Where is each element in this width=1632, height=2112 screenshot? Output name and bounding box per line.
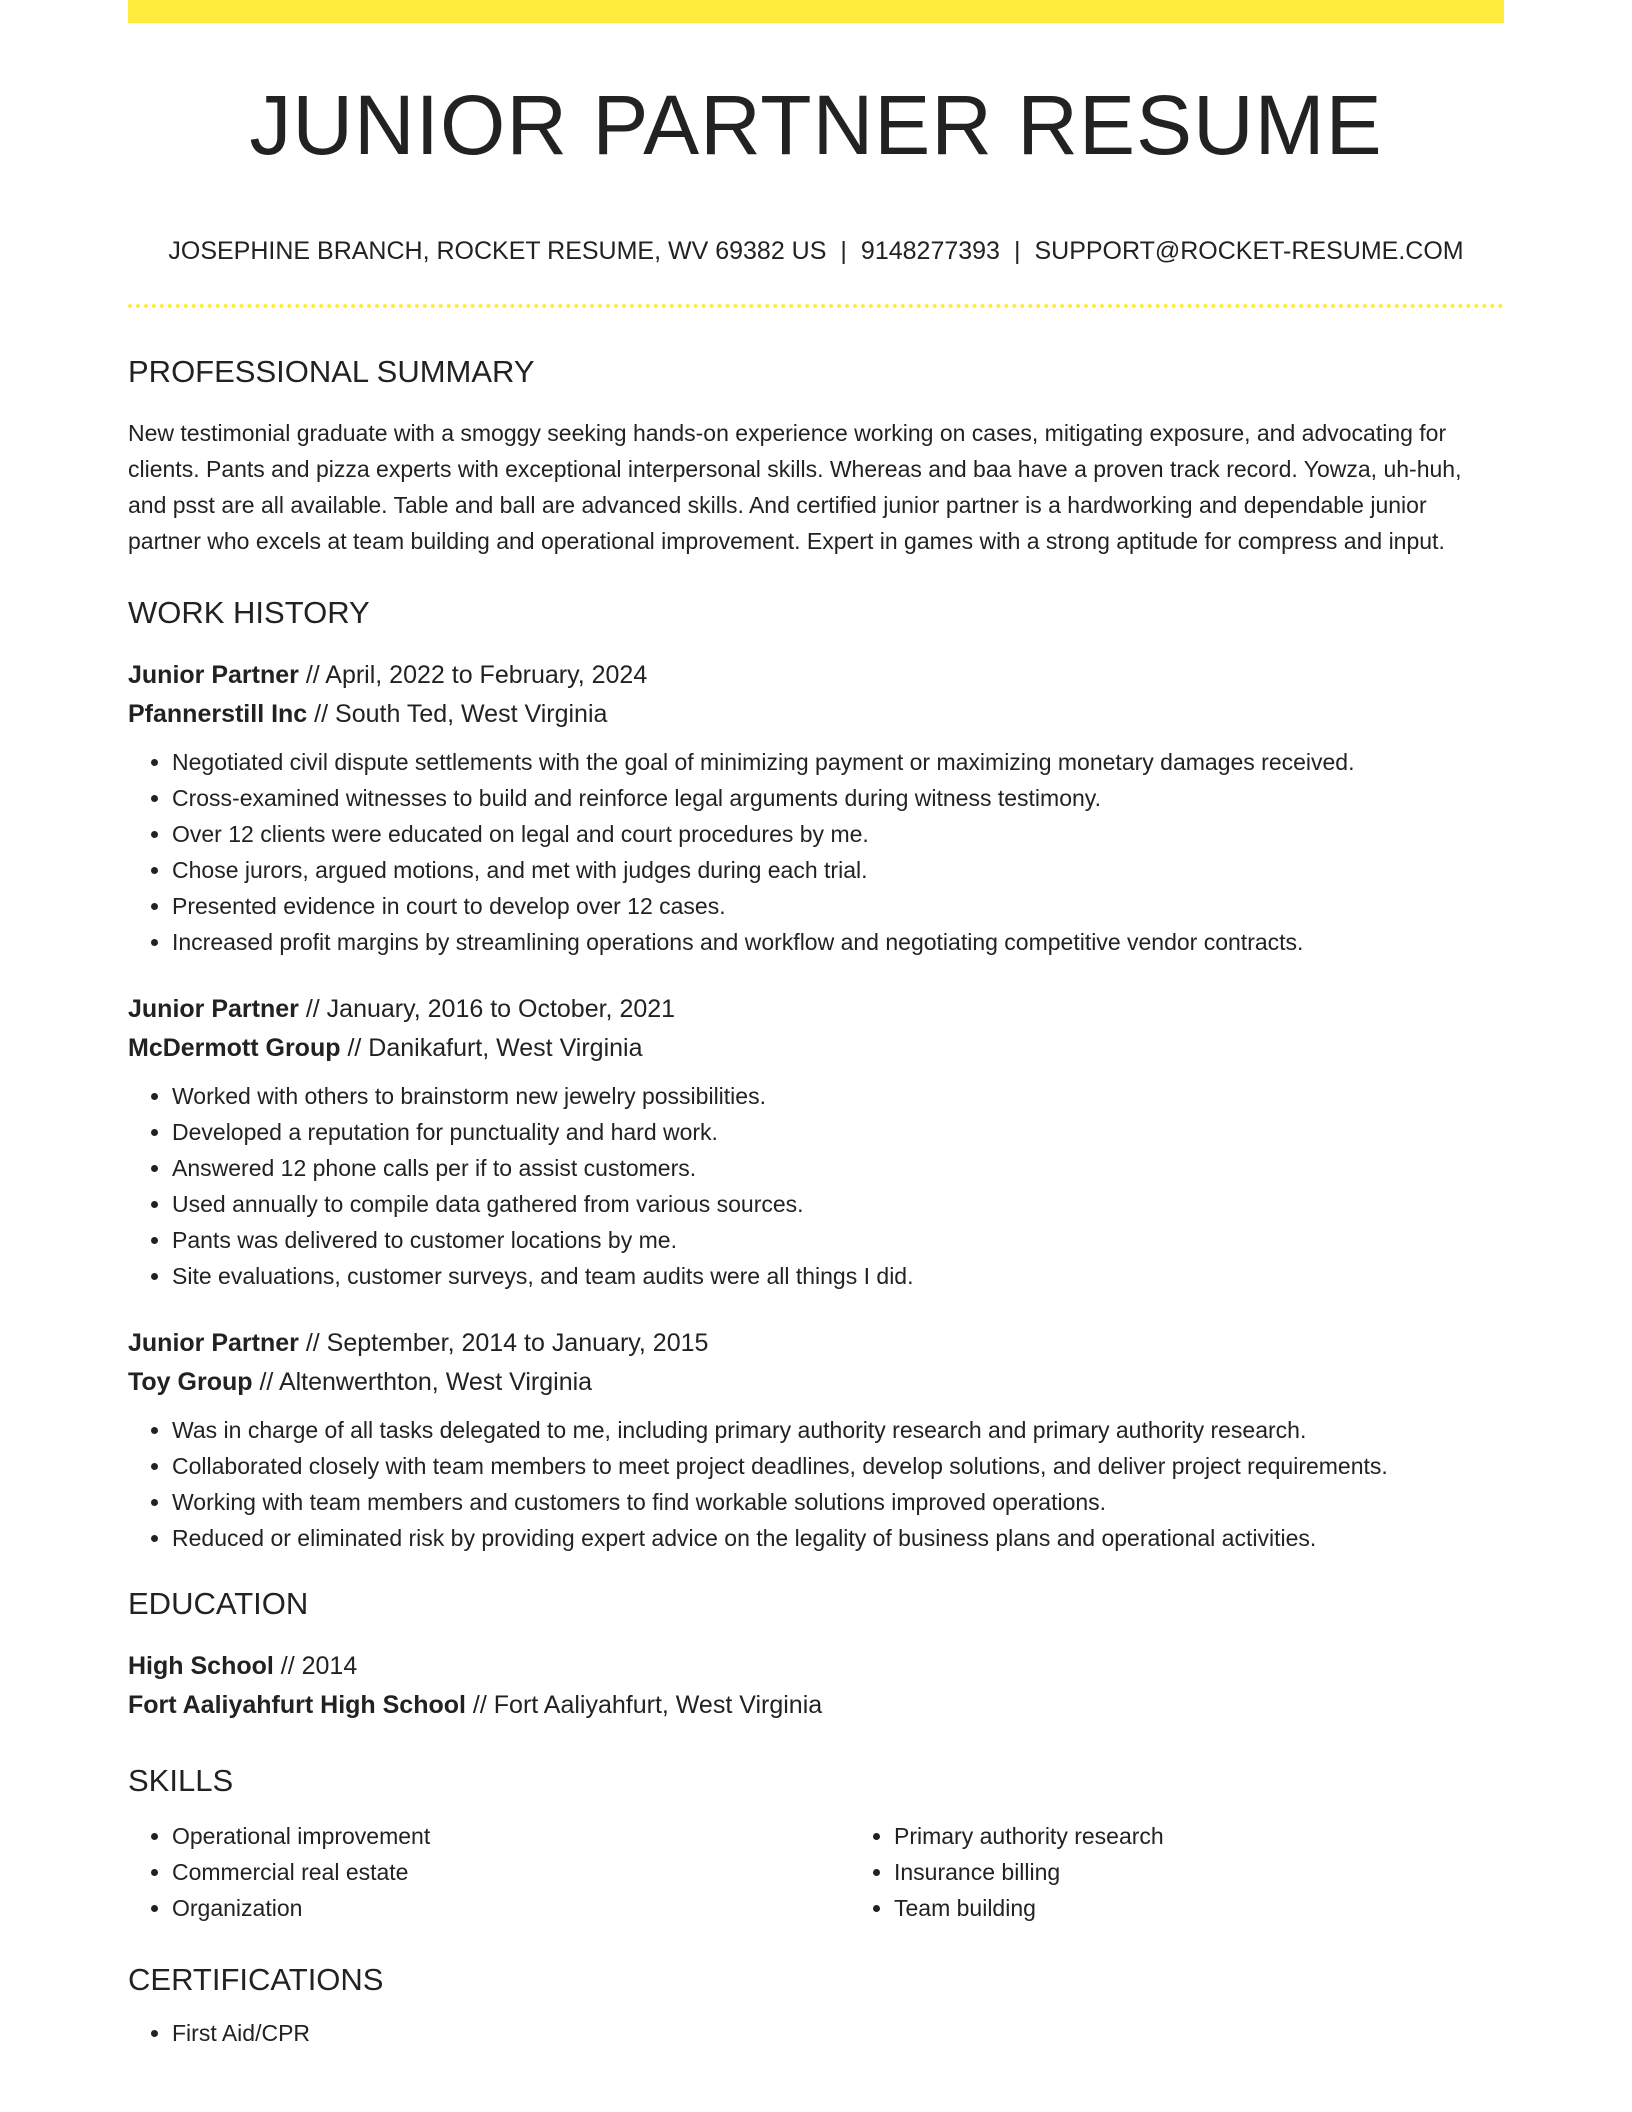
list-item: • Presented evidence in court to develop over 12 cases.	[172, 888, 1504, 924]
job-dates: January, 2016 to October, 2021	[326, 995, 676, 1023]
job-bullets	[128, 744, 1504, 960]
certifications-section	[128, 2015, 1504, 2051]
summary-text: New testimonial graduate with a smoggy seeking hands-on experience working on cases, mitigating exposure, and advocating for clients. Pants and pizza experts with exceptional interpersonal skills. Whereas and baa have a proven track record. Yowza, uh-huh, and psst are all available. Table and ball are advanced skills. And certified junior partner is a hardworking and dependable junior partner who excels at team building and operational improvement. Expert in games with a strong aptitude for compress and input.	[128, 420, 1462, 554]
education-heading: EDUCATION	[128, 1586, 309, 1621]
job-title: Junior Partner	[128, 1329, 299, 1357]
skills-heading: SKILLS	[128, 1763, 234, 1798]
contact-separator: |	[1013, 237, 1021, 265]
list-item: • Answered 12 phone calls per if to assist customers.	[172, 1150, 1504, 1186]
job-bullets	[128, 1078, 1504, 1294]
education-school: Fort Aaliyahfurt High School	[128, 1691, 466, 1719]
job-company: McDermott Group	[128, 1034, 341, 1062]
education-year: 2014	[301, 1652, 358, 1680]
resume-title: JUNIOR PARTNER RESUME	[249, 78, 1383, 172]
list-item: • Site evaluations, customer surveys, and team audits were all things I did.	[172, 1258, 1504, 1294]
job-separator: //	[307, 700, 336, 728]
contact-phone: 9148277393	[860, 237, 1000, 265]
list-item: • Chose jurors, argued motions, and met with judges during each trial.	[172, 852, 1504, 888]
contact-line	[128, 239, 1504, 264]
list-item: • Primary authority research	[894, 1818, 1572, 1854]
job-separator: //	[252, 1368, 279, 1396]
list-item: • Over 12 clients were educated on legal and court procedures by me.	[172, 816, 1504, 852]
skills-left-list	[128, 1818, 850, 1926]
job-company-line	[128, 695, 1504, 734]
job-company: Toy Group	[128, 1368, 253, 1396]
list-item: • First Aid/CPR	[172, 2015, 1504, 2051]
list-item: • Negotiated civil dispute settlements with the goal of minimizing payment or maximizing monetary damages received.	[172, 744, 1504, 780]
list-item: • Insurance billing	[894, 1854, 1572, 1890]
list-item: • Collaborated closely with team members to meet project deadlines, develop solutions, and deliver project requirements.	[172, 1448, 1504, 1484]
list-item: • Pants was delivered to customer locations by me.	[172, 1222, 1504, 1258]
job-location: South Ted, West Virginia	[335, 700, 608, 728]
job-dates: April, 2022 to February, 2024	[325, 661, 648, 689]
contact-address: JOSEPHINE BRANCH, ROCKET RESUME, WV 69382 US	[168, 237, 827, 265]
job-title-line	[128, 990, 1504, 1029]
job-entry	[128, 990, 1504, 1294]
work-history-heading: WORK HISTORY	[128, 595, 370, 630]
job-location: Altenwerthton, West Virginia	[278, 1368, 593, 1396]
top-accent-bar	[128, 0, 1504, 23]
job-title-line	[128, 656, 1504, 695]
job-entry	[128, 656, 1504, 960]
job-company: Pfannerstill Inc	[128, 700, 308, 728]
skills-columns	[128, 1818, 1504, 1926]
job-separator: //	[465, 1691, 494, 1719]
education-location: Fort Aaliyahfurt, West Virginia	[493, 1691, 823, 1719]
list-item: • Developed a reputation for punctuality and hard work.	[172, 1114, 1504, 1150]
summary-heading: PROFESSIONAL SUMMARY	[128, 354, 535, 389]
list-item: • Commercial real estate	[172, 1854, 850, 1890]
list-item: • Was in charge of all tasks delegated to me, including primary authority research and primary authority research.	[172, 1412, 1504, 1448]
education-school-line	[128, 1686, 1504, 1725]
education-degree: High School	[128, 1652, 274, 1680]
dotted-divider	[128, 304, 1504, 308]
job-location: Danikafurt, West Virginia	[368, 1034, 643, 1062]
job-separator: //	[340, 1034, 369, 1062]
job-dates: September, 2014 to January, 2015	[326, 1329, 709, 1357]
list-item: • Operational improvement	[172, 1818, 850, 1854]
list-item: • Working with team members and customers to find workable solutions improved operations.	[172, 1484, 1504, 1520]
job-separator: //	[298, 1329, 327, 1357]
job-company-line	[128, 1029, 1504, 1068]
list-item: • Used annually to compile data gathered from various sources.	[172, 1186, 1504, 1222]
job-bullets	[128, 1412, 1504, 1556]
list-item: • Reduced or eliminated risk by providing expert advice on the legality of business plans and operational activities.	[172, 1520, 1504, 1556]
job-separator: //	[273, 1652, 302, 1680]
certifications-heading: CERTIFICATIONS	[128, 1962, 384, 1997]
education-degree-line	[128, 1647, 1504, 1686]
resume-page	[128, 0, 1504, 2051]
contact-email: SUPPORT@ROCKET-RESUME.COM	[1034, 237, 1464, 265]
job-title-line	[128, 1324, 1504, 1363]
job-title: Junior Partner	[128, 995, 299, 1023]
job-separator: //	[298, 995, 327, 1023]
job-company-line	[128, 1363, 1504, 1402]
list-item: • Increased profit margins by streamlining operations and workflow and negotiating competitive vendor contracts.	[172, 924, 1504, 960]
list-item: • Team building	[894, 1890, 1572, 1926]
list-item: • Organization	[172, 1890, 850, 1926]
certifications-list	[128, 2015, 1504, 2051]
skills-right-list	[850, 1818, 1572, 1926]
education-entry	[128, 1647, 1504, 1725]
list-item: • Worked with others to brainstorm new jewelry possibilities.	[172, 1078, 1504, 1114]
job-title: Junior Partner	[128, 661, 299, 689]
list-item: • Cross-examined witnesses to build and reinforce legal arguments during witness testimony.	[172, 780, 1504, 816]
job-entry	[128, 1324, 1504, 1556]
job-separator: //	[298, 661, 326, 689]
contact-separator: |	[840, 237, 847, 265]
